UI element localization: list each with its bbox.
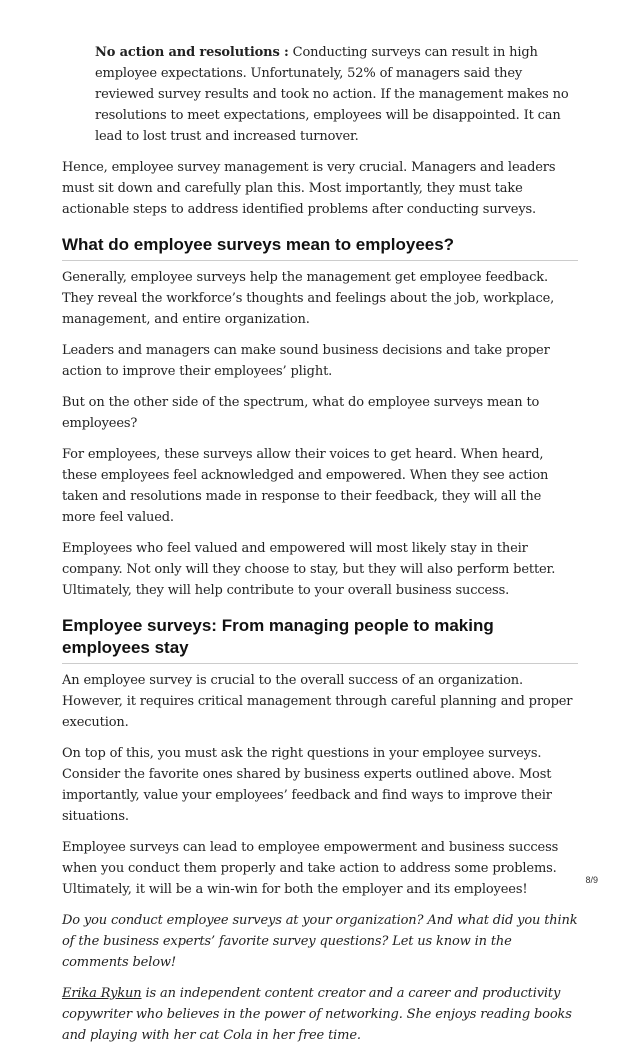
document-page (62, 42, 578, 1046)
paragraph: Employees who feel valued and empowered will most likely stay in their company. Not only will they choose to stay, but they will also perform better. Ultimately, they will help contribute to your overall business success. (62, 541, 556, 598)
no-action-text: Conducting surveys can result in high employee expectations. Unfortunately, 52% of managers said they reviewed survey results and took no action. If the management makes no resolutions to meet expectations, employees will be disappointed. It can lead to lost trust and increased turnover. (95, 45, 569, 144)
paragraph: Generally, employee surveys help the management get employee feedback. They reveal the workforce’s thoughts and feelings about the job, workplace, management, and entire organization. (62, 270, 555, 327)
author-bio (62, 983, 578, 1046)
paragraph: Leaders and managers can make sound business decisions and take proper action to improve their employees’ plight. (62, 343, 550, 379)
author-bio-text: is an independent content creator and a career and productivity copywriter who believes in the power of networking. She enjoys reading books and playing with her cat Cola in her free time. (62, 986, 572, 1043)
author-link[interactable]: Erika Rykun (62, 986, 142, 1001)
paragraph: On top of this, you must ask the right questions in your employee surveys. Consider the favorite ones shared by business experts outlined above. Most importantly, value your employees’ feedback and find ways to improve their situations. (62, 746, 552, 824)
paragraph: For employees, these surveys allow their voices to get heard. When heard, these employees feel acknowledged and empowered. When they see action taken and resolutions made in response to their feedback, they will all the more feel valued. (62, 447, 549, 525)
no-action-lead: No action and resolutions : (95, 45, 289, 60)
paragraph: An employee survey is crucial to the overall success of an organization. However, it requires critical management through careful planning and proper execution. (62, 673, 573, 730)
section-heading-meaning: What do employee surveys mean to employees? (62, 234, 578, 261)
hence-paragraph: Hence, employee survey management is very crucial. Managers and leaders must sit down and carefully plan this. Most importantly, they must take actionable steps to address identified problems after conducting surveys. (62, 160, 556, 217)
section-heading-stay: Employee surveys: From managing people to making employees stay (62, 615, 578, 664)
closing-question: Do you conduct employee surveys at your organization? And what did you think of the business experts’ favorite survey questions? Let us know in the comments below! (62, 913, 578, 970)
page-number: 8/9 (585, 875, 598, 885)
paragraph: But on the other side of the spectrum, what do employee surveys mean to employees? (62, 395, 540, 431)
paragraph: Employee surveys can lead to employee empowerment and business success when you conduct them properly and take action to address some problems. Ultimately, it will be a win-win for both the employer and its employees! (62, 840, 559, 897)
no-action-item (95, 42, 578, 147)
